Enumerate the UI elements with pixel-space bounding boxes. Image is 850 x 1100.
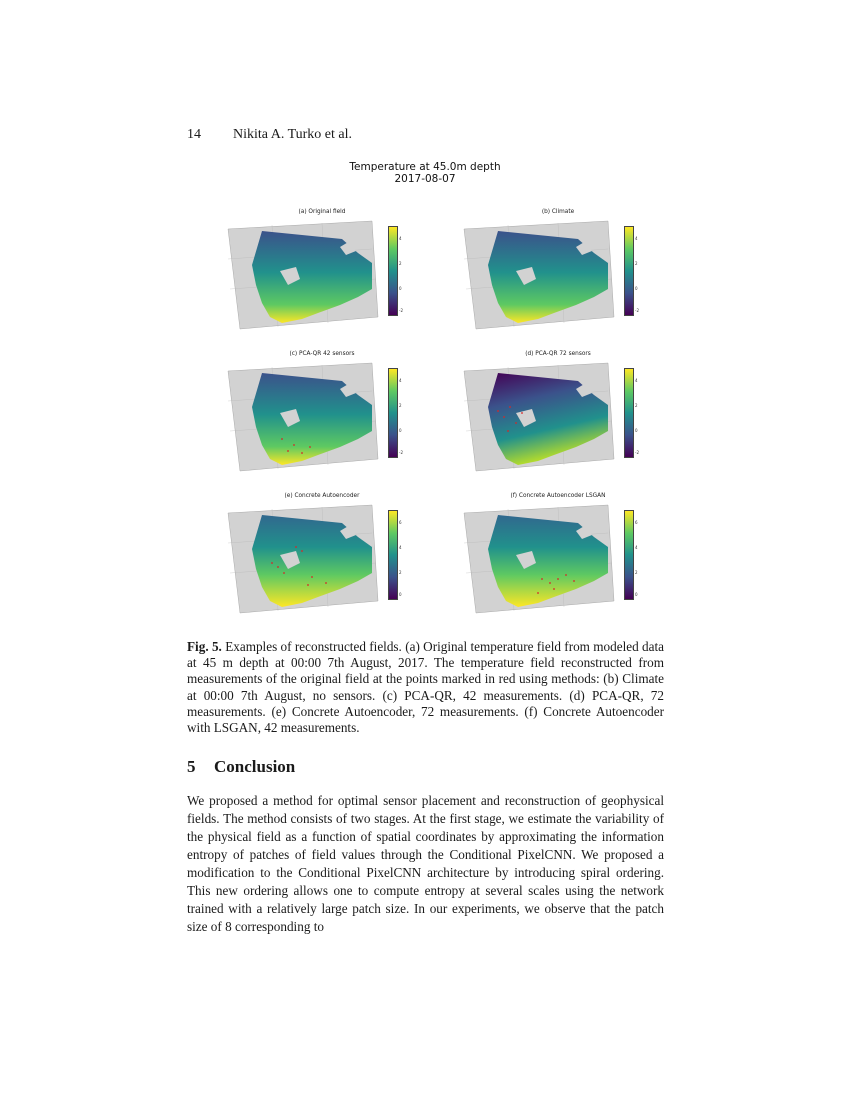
colorbar-tick: 2	[635, 261, 638, 266]
colorbar	[388, 368, 398, 458]
figure-title-line1: Temperature at 45.0m depth	[349, 161, 501, 173]
temperature-map	[222, 219, 384, 331]
temperature-map	[458, 503, 620, 615]
colorbar	[624, 368, 634, 458]
colorbar	[624, 510, 634, 600]
colorbar-tick: 0	[635, 428, 638, 433]
panel-d	[458, 351, 690, 479]
colorbar-tick: 4	[399, 236, 402, 241]
colorbar-tick: -2	[399, 308, 403, 313]
colorbar-ticks	[399, 510, 413, 598]
panel-c	[222, 351, 454, 479]
colorbar-ticks	[635, 226, 649, 314]
colorbar-tick: -2	[635, 308, 639, 313]
colorbar-tick: 6	[635, 520, 638, 525]
colorbar	[624, 226, 634, 316]
colorbar-tick: 0	[399, 592, 402, 597]
panel-title: (a) Original field	[298, 209, 346, 215]
panel-title: (f) Concrete Autoencoder LSGAN	[510, 493, 606, 499]
body-paragraph: We proposed a method for optimal sensor placement and reconstruction of geophysical fields. The method consists of two stages. At the first stage, we estimate the variability of the physical field as a function of spatial coordinates by approximating the information entropy of patches of field values through the Conditional PixelCNN. We proposed a modification to the Conditional PixelCNN architecture by introducing spiral ordering. This new ordering allows one to compute entropy at several scales using the network trained with a relatively large patch size. In our experiments, we observe that the patch size of 8 corresponding to	[187, 793, 664, 934]
colorbar-tick: -2	[399, 450, 403, 455]
colorbar-tick: 4	[635, 236, 638, 241]
colorbar-tick: 4	[399, 378, 402, 383]
section-number: 5	[187, 757, 196, 776]
panel-title: (c) PCA-QR 42 sensors	[289, 351, 355, 357]
temperature-map	[458, 219, 620, 331]
colorbar-tick: 6	[399, 520, 402, 525]
colorbar-ticks	[399, 368, 413, 456]
colorbar-tick: 0	[635, 592, 638, 597]
temperature-map	[222, 503, 384, 615]
section-title: Conclusion	[214, 757, 296, 776]
panel-title: (e) Concrete Autoencoder	[284, 493, 360, 499]
colorbar-tick: 2	[399, 261, 402, 266]
colorbar-tick: -2	[635, 450, 639, 455]
colorbar-tick: 0	[399, 286, 402, 291]
temperature-map	[222, 361, 384, 473]
caption-text: Examples of reconstructed fields. (a) Original temperature field from modeled data at 45 m depth at 00:00 7th August, 2017. The temperature field reconstructed from measurements of the original field at the points marked in red using methods: (b) Climate at 00:00 7th August, no sensors. (c) PCA-QR, 42 measurements. (d) PCA-QR, 72 measurements. (e) Concrete Autoencoder, 72 measurements. (f) Concrete Autoencoder with LSGAN, 42 measurements.	[187, 639, 664, 736]
running-head	[187, 127, 352, 143]
colorbar-tick: 0	[399, 428, 402, 433]
colorbar-ticks	[635, 368, 649, 456]
colorbar-tick: 2	[635, 570, 638, 575]
colorbar-tick: 2	[399, 403, 402, 408]
panel-a	[222, 209, 454, 337]
figure-caption	[187, 639, 664, 736]
colorbar-tick: 4	[399, 545, 402, 550]
colorbar-tick: 4	[635, 378, 638, 383]
colorbar-ticks	[635, 510, 649, 598]
panel-e	[222, 493, 454, 621]
page-number: 14	[187, 127, 201, 142]
caption-label: Fig. 5.	[187, 639, 222, 654]
running-head-authors: Nikita A. Turko et al.	[233, 127, 353, 142]
panel-f	[458, 493, 690, 621]
panel-title: (d) PCA-QR 72 sensors	[525, 351, 591, 357]
colorbar-tick: 2	[635, 403, 638, 408]
colorbar-tick: 0	[635, 286, 638, 291]
colorbar	[388, 226, 398, 316]
figure-title-line2: 2017-08-07	[394, 173, 456, 185]
panel-b	[458, 209, 690, 337]
colorbar-tick: 4	[635, 545, 638, 550]
colorbar-ticks	[399, 226, 413, 314]
colorbar-tick: 2	[399, 570, 402, 575]
temperature-map	[458, 361, 620, 473]
figure-title	[0, 161, 850, 185]
panel-title: (b) Climate	[541, 209, 575, 215]
section-heading	[187, 757, 295, 777]
colorbar	[388, 510, 398, 600]
